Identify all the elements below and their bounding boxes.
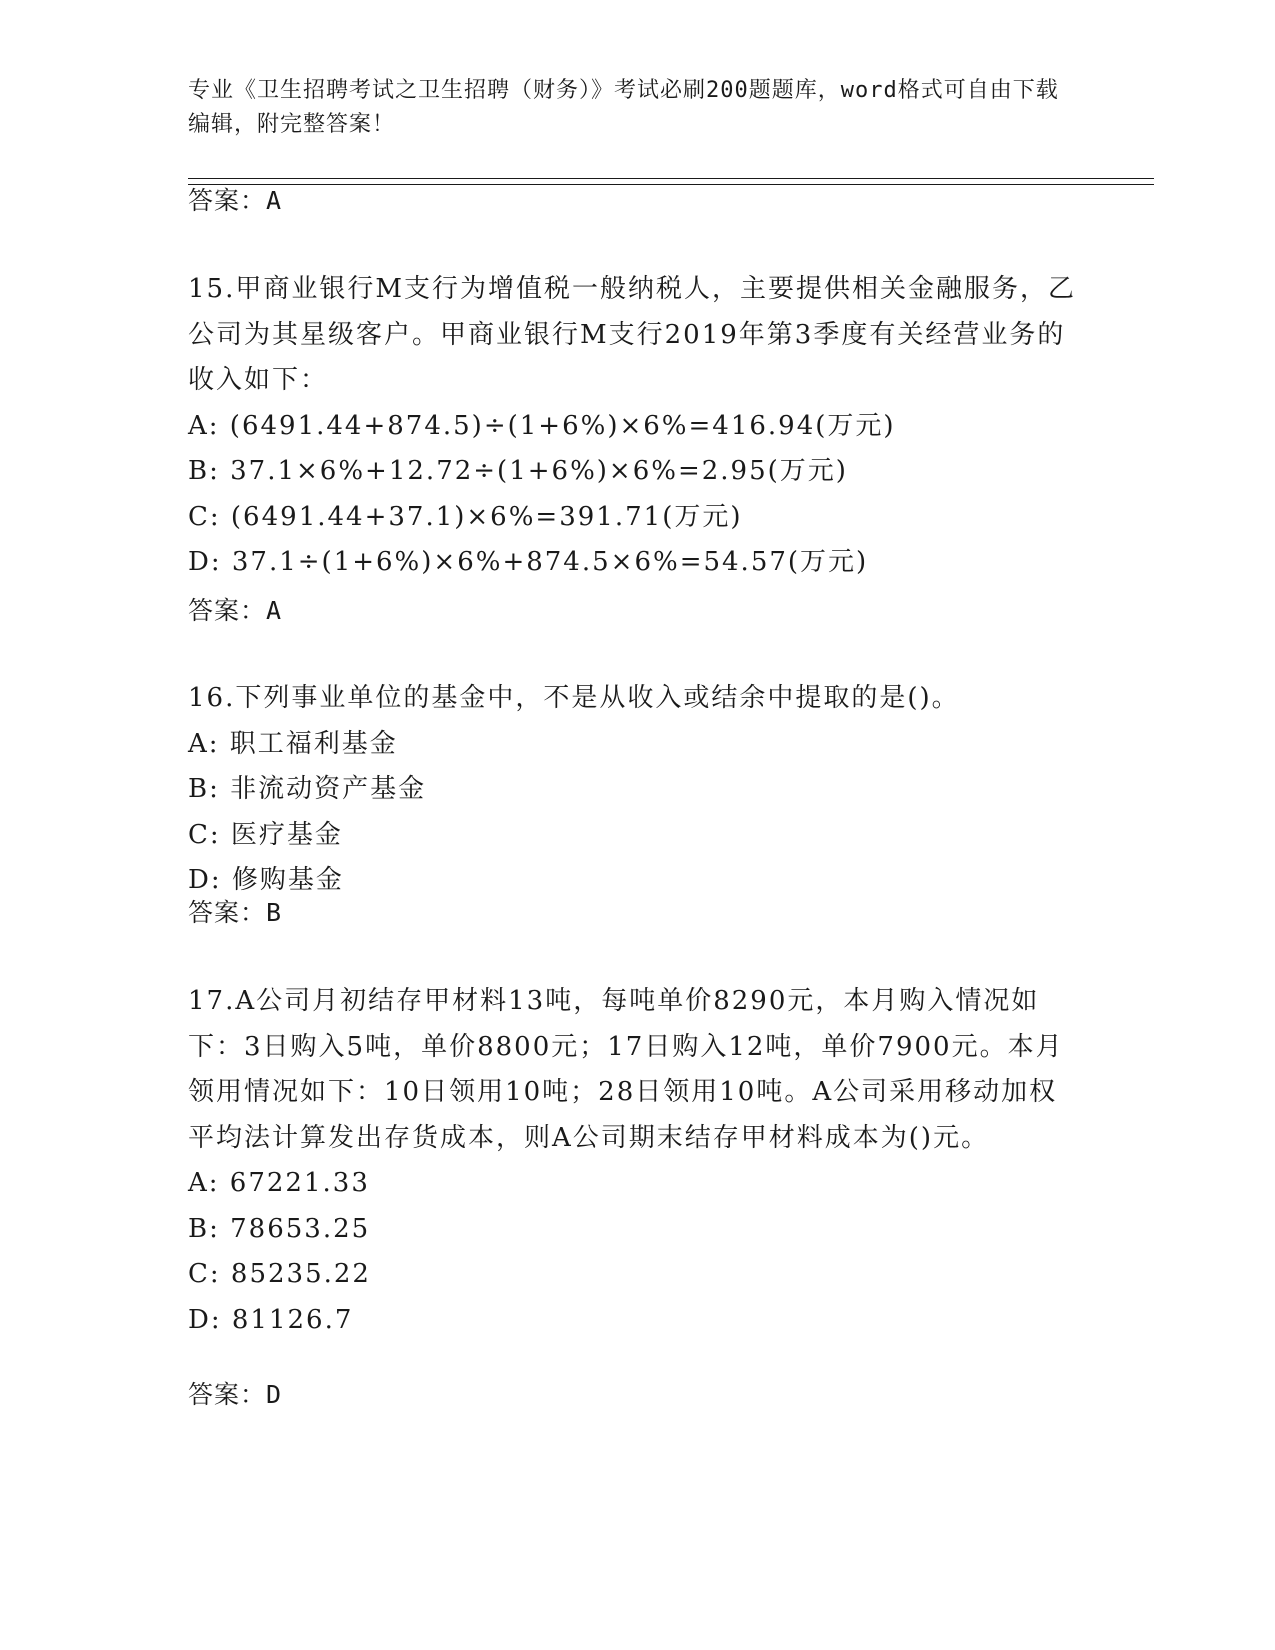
option-list bbox=[188, 1161, 1078, 1343]
question-17 bbox=[188, 979, 1078, 1343]
option-c: C: (6491.44+37.1)×6%=391.71(万元) bbox=[188, 501, 743, 532]
option-a: A: (6491.44+874.5)÷(1+6%)×6%=416.94(万元) bbox=[188, 410, 896, 441]
document-header: 专业《卫生招聘考试之卫生招聘（财务）》考试必刷200题题库，word格式可自由下载编辑，附完整答案！ bbox=[188, 78, 1059, 137]
option-b: B: 78653.25 bbox=[188, 1213, 371, 1244]
previous-answer: 答案：A bbox=[188, 186, 283, 215]
option-c: C: 医疗基金 bbox=[188, 819, 343, 850]
option-d: D: 修购基金 bbox=[188, 865, 344, 895]
header-divider-top bbox=[188, 178, 1154, 179]
answer-16: 答案：B bbox=[188, 898, 283, 927]
question-text: 15.甲商业银行M支行为增值税一般纳税人，主要提供相关金融服务，乙公司为其星级客户。甲商业银行M支行2019年第3季度有关经营业务的收入如下： bbox=[188, 274, 1076, 395]
question-15 bbox=[188, 267, 1078, 586]
option-d: D: 37.1÷(1+6%)×6%+874.5×6%=54.57(万元) bbox=[188, 547, 869, 577]
option-list bbox=[188, 404, 1078, 586]
answer-17: 答案：D bbox=[188, 1380, 283, 1409]
option-a: A: 67221.33 bbox=[188, 1168, 370, 1198]
question-16 bbox=[188, 676, 1078, 904]
question-text: 16.下列事业单位的基金中，不是从收入或结余中提取的是()。 bbox=[188, 683, 960, 713]
option-c: C: 85235.22 bbox=[188, 1259, 371, 1289]
option-b: B: 37.1×6%+12.72÷(1+6%)×6%=2.95(万元) bbox=[188, 456, 848, 486]
option-d: D: 81126.7 bbox=[188, 1304, 354, 1335]
answer-15: 答案：A bbox=[188, 596, 283, 625]
option-list bbox=[188, 722, 1078, 904]
question-text: 17.A公司月初结存甲材料13吨，每吨单价8290元，本月购入情况如下：3日购入5吨，单价8800元；17日购入12吨，单价7900元。本月领用情况如下：10日领用10吨；28日领用10吨。A公司采用移动加权平均法计算发出存货成本，则A公司期末结存甲材料成本为()元。 bbox=[188, 986, 1064, 1153]
option-a: A: 职工福利基金 bbox=[188, 728, 398, 759]
option-b: B: 非流动资产基金 bbox=[188, 774, 427, 804]
header-divider-bottom bbox=[188, 184, 1154, 185]
